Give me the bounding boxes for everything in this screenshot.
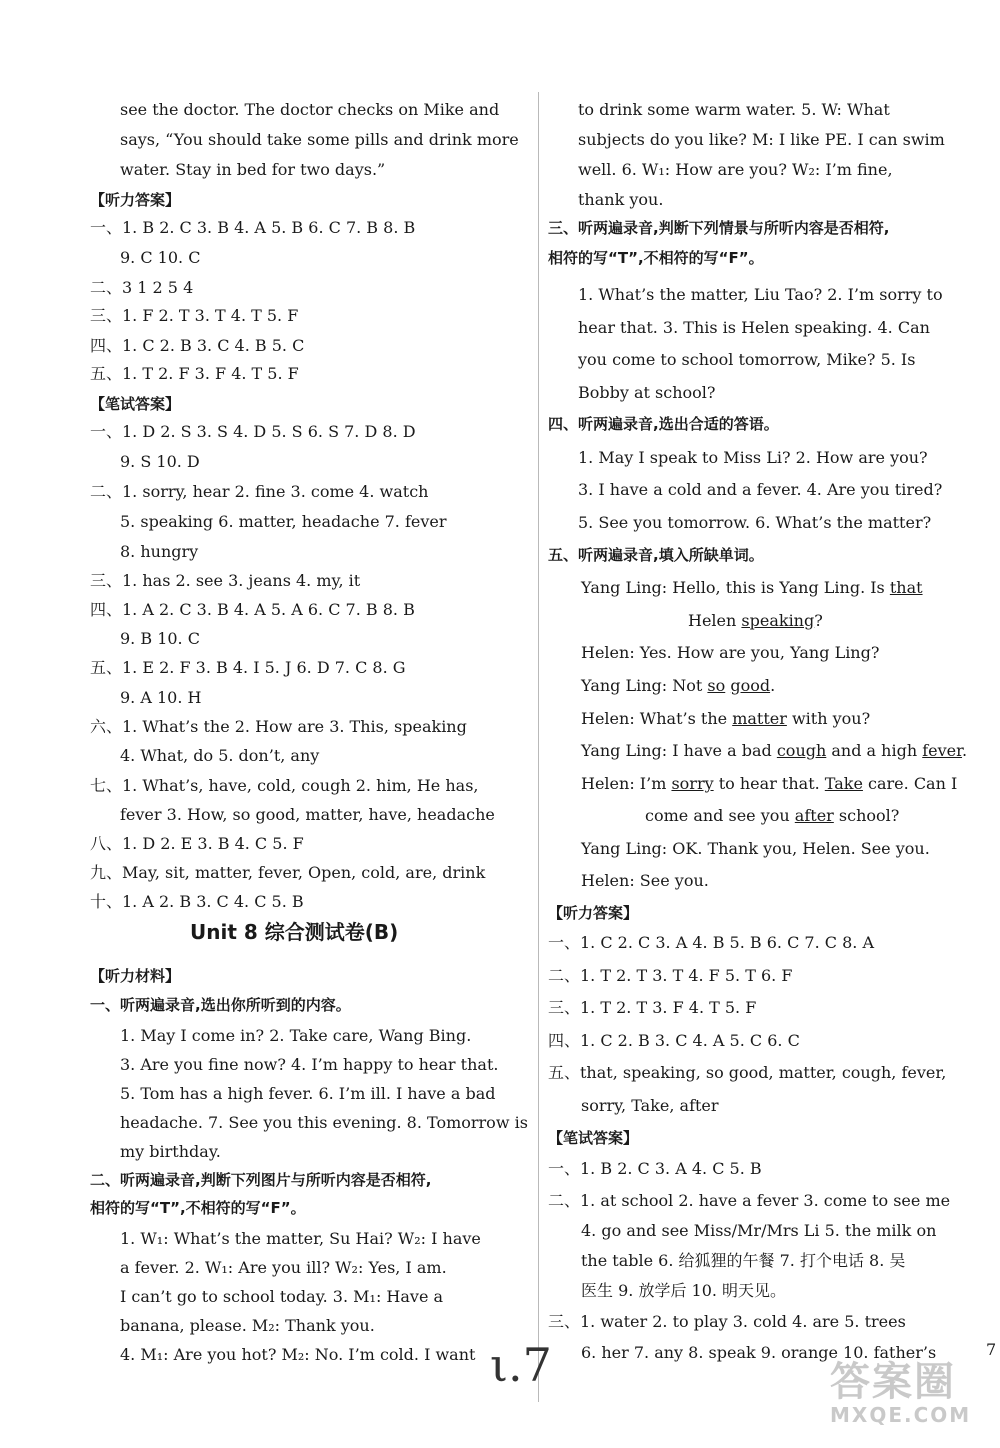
right-text-line: 医生 9. 放学后 10. 明天见。: [581, 1281, 787, 1300]
right-text-line: to drink some warm water. 5. W: What: [578, 100, 890, 119]
left-text-line: fever 3. How, so good, matter, have, headache: [120, 805, 495, 824]
right-text-line: 一、1. C 2. C 3. A 4. B 5. B 6. C 7. C 8. A: [548, 933, 875, 952]
watermark-url: MXQE.COM: [830, 1403, 972, 1427]
left-text-line: 一、1. D 2. S 3. S 4. D 5. S 6. S 7. D 8. D: [90, 422, 416, 441]
left-text-line: 【笔试答案】: [90, 395, 181, 413]
right-text-line: 3. I have a cold and a fever. 4. Are you tired?: [578, 480, 943, 499]
right-text-line: sorry, Take, after: [581, 1096, 719, 1115]
right-text-line: Helen: Yes. How are you, Yang Ling?: [581, 643, 880, 662]
left-text-line: 四、1. C 2. B 3. C 4. B 5. C: [90, 336, 305, 355]
underlined-answer: so: [707, 676, 726, 695]
left-text-line: 十、1. A 2. B 3. C 4. C 5. B: [90, 892, 304, 911]
right-text-line: well. 6. W₁: How are you? W₂: I’m fine,: [578, 160, 893, 179]
right-text-line: 一、1. B 2. C 3. A 4. C 5. B: [548, 1159, 762, 1178]
right-text-line: come and see you after school?: [645, 806, 900, 825]
left-text-line: 三、1. has 2. see 3. jeans 4. my, it: [90, 571, 361, 590]
left-text-line: 一、1. B 2. C 3. B 4. A 5. B 6. C 7. B 8. B: [90, 218, 416, 237]
left-text-line: headache. 7. See you this evening. 8. Tomorrow is: [120, 1113, 528, 1132]
left-text-line: 【听力答案】: [90, 191, 181, 209]
left-text-line: 3. Are you fine now? 4. I’m happy to hear that.: [120, 1055, 499, 1074]
left-text-line: 二、听两遍录音,判断下列图片与所听内容是否相符,: [90, 1171, 432, 1189]
right-text-line: 四、1. C 2. B 3. C 4. A 5. C 6. C: [548, 1031, 800, 1050]
right-text-line: Helen: I’m sorry to hear that. Take care. Can I: [581, 774, 958, 793]
left-text-line: 四、1. A 2. C 3. B 4. A 5. A 6. C 7. B 8. B: [90, 600, 415, 619]
left-text-line: 二、1. sorry, hear 2. fine 3. come 4. watch: [90, 482, 429, 501]
right-text-line: 【听力答案】: [548, 904, 639, 922]
right-text-line: Yang Ling: Hello, this is Yang Ling. Is that: [581, 578, 923, 597]
left-text-line: 1. May I come in? 2. Take care, Wang Bing.: [120, 1026, 472, 1045]
left-text-line: 9. A 10. H: [120, 688, 202, 707]
right-text-line: Helen speaking?: [688, 611, 823, 630]
right-text-line: subjects do you like? M: I like PE. I can swim: [578, 130, 945, 149]
left-text-line: see the doctor. The doctor checks on Mike and: [120, 100, 500, 119]
underlined-answer: matter: [732, 709, 787, 728]
column-divider: [538, 92, 539, 1402]
left-text-line: my birthday.: [120, 1142, 221, 1161]
watermark-logo: [830, 1360, 995, 1440]
left-text-line: 8. hungry: [120, 542, 199, 561]
right-text-line: 五、听两遍录音,填入所缺单词。: [548, 546, 764, 564]
page-number: 7: [986, 1340, 997, 1359]
underlined-answer: after: [794, 806, 834, 825]
right-text-line: you come to school tomorrow, Mike? 5. Is: [578, 350, 916, 369]
left-text-line: a fever. 2. W₁: Are you ill? W₂: Yes, I am.: [120, 1258, 447, 1277]
right-text-line: 三、1. T 2. T 3. F 4. T 5. F: [548, 998, 757, 1017]
right-text-line: the table 6. 给狐狸的午餐 7. 打个电话 8. 吴: [581, 1251, 906, 1270]
left-text-line: 9. B 10. C: [120, 629, 200, 648]
left-text-line: 相符的写“T”,不相符的写“F”。: [90, 1199, 306, 1217]
right-text-line: 1. May I speak to Miss Li? 2. How are you?: [578, 448, 928, 467]
right-text-line: 5. See you tomorrow. 6. What’s the matter?: [578, 513, 932, 532]
right-text-line: 相符的写“T”,不相符的写“F”。: [548, 249, 764, 267]
left-text-line: 一、听两遍录音,选出你所听到的内容。: [90, 996, 351, 1014]
right-text-line: Yang Ling: I have a bad cough and a high fever.: [581, 741, 968, 760]
underlined-answer: that: [889, 578, 923, 597]
watermark-text: 答案圈: [830, 1359, 956, 1405]
left-text-line: 【听力材料】: [90, 967, 181, 985]
left-text-line: 八、1. D 2. E 3. B 4. C 5. F: [90, 834, 304, 853]
right-text-line: 三、1. water 2. to play 3. cold 4. are 5. trees: [548, 1312, 906, 1331]
left-text-line: 1. W₁: What’s the matter, Su Hai? W₂: I have: [120, 1229, 481, 1248]
left-text-line: 七、1. What’s, have, cold, cough 2. him, He has,: [90, 776, 479, 795]
underlined-answer: cough: [776, 741, 827, 760]
underlined-answer: sorry: [671, 774, 714, 793]
left-text-line: banana, please. M₂: Thank you.: [120, 1316, 375, 1335]
right-text-line: Helen: See you.: [581, 871, 709, 890]
right-text-line: 四、听两遍录音,选出合适的答语。: [548, 415, 779, 433]
left-text-line: says, “You should take some pills and drink more: [120, 130, 519, 149]
right-text-line: 1. What’s the matter, Liu Tao? 2. I’m sorry to: [578, 285, 943, 304]
underlined-answer: fever: [922, 741, 963, 760]
left-text-line: Unit 8 综合测试卷(B): [190, 920, 399, 944]
right-text-line: 6. her 7. any 8. speak 9. orange 10. father’s: [581, 1343, 937, 1362]
left-text-line: 六、1. What’s the 2. How are 3. This, speaking: [90, 717, 467, 736]
handwritten-page-mark: ι.7: [490, 1338, 552, 1392]
left-text-line: water. Stay in bed for two days.”: [120, 160, 386, 179]
right-text-line: hear that. 3. This is Helen speaking. 4. Can: [578, 318, 930, 337]
underlined-answer: speaking: [741, 611, 815, 630]
underlined-answer: good: [730, 676, 771, 695]
right-text-line: 三、听两遍录音,判断下列情景与所听内容是否相符,: [548, 219, 890, 237]
left-text-line: 5. Tom has a high fever. 6. I’m ill. I have a bad: [120, 1084, 496, 1103]
left-text-line: 五、1. T 2. F 3. F 4. T 5. F: [90, 364, 299, 383]
right-text-line: thank you.: [578, 190, 664, 209]
right-text-line: 【笔试答案】: [548, 1129, 639, 1147]
left-text-line: 4. M₁: Are you hot? M₂: No. I’m cold. I want: [120, 1345, 476, 1364]
underlined-answer: Take: [824, 774, 863, 793]
left-text-line: I can’t go to school today. 3. M₁: Have a: [120, 1287, 444, 1306]
left-text-line: 二、3 1 2 5 4: [90, 278, 194, 297]
left-text-line: 4. What, do 5. don’t, any: [120, 746, 320, 765]
right-text-line: Yang Ling: Not so good.: [581, 676, 776, 695]
right-text-line: 二、1. at school 2. have a fever 3. come to see me: [548, 1191, 951, 1210]
right-text-line: 二、1. T 2. T 3. T 4. F 5. T 6. F: [548, 966, 793, 985]
left-text-line: 五、1. E 2. F 3. B 4. I 5. J 6. D 7. C 8. G: [90, 658, 406, 677]
left-text-line: 9. C 10. C: [120, 248, 201, 267]
right-text-line: Helen: What’s the matter with you?: [581, 709, 871, 728]
right-text-line: 4. go and see Miss/Mr/Mrs Li 5. the milk on: [581, 1221, 937, 1240]
right-text-line: 五、that, speaking, so good, matter, cough, fever,: [548, 1063, 947, 1082]
left-text-line: 三、1. F 2. T 3. T 4. T 5. F: [90, 306, 299, 325]
left-text-line: 九、May, sit, matter, fever, Open, cold, are, drink: [90, 863, 486, 882]
right-text-line: Yang Ling: OK. Thank you, Helen. See you.: [581, 839, 930, 858]
left-text-line: 9. S 10. D: [120, 452, 200, 471]
right-text-line: Bobby at school?: [578, 383, 716, 402]
left-text-line: 5. speaking 6. matter, headache 7. fever: [120, 512, 447, 531]
